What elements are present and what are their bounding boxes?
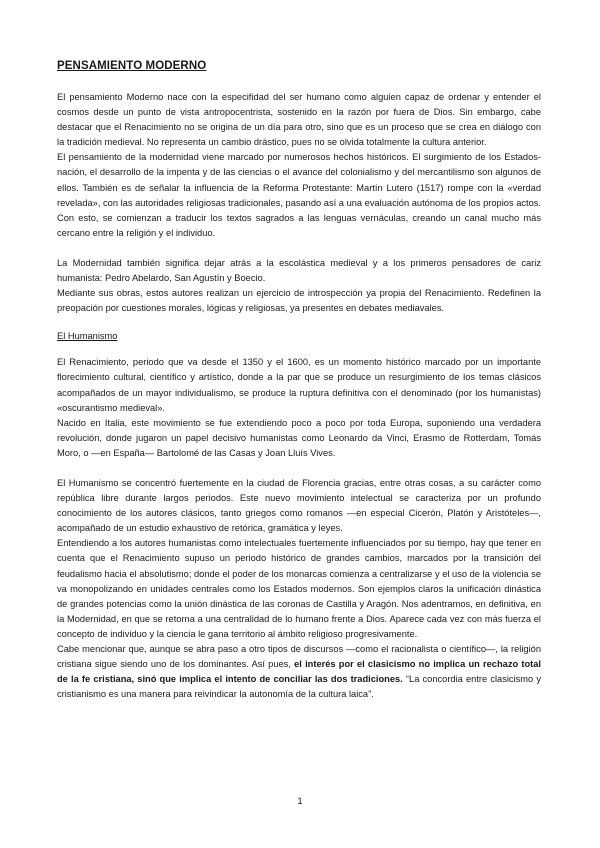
paragraph: El pensamiento Moderno nace con la especifidad del ser humano como alguien capaz de ordenar y entender el cosmos desde un punto de vista antropocentrista, sostenido en la razón por fuera de Dios. Sin embargo, cabe destacar que el Renacimiento no se origina de un día para otro, sino que es un proceso que se crea en diálogo con la tradición medieval. No representa un cambio drástico, pues no se olvida totalmente la cultura anterior.: [57, 92, 541, 148]
paragraph: Entendiendo a los autores humanistas como intelectuales fuertemente influenciados por su tiempo, hay que tener en cuenta que el Renacimiento supuso un periodo histórico de grandes cambios, marcados por la transición del feudalismo hacia el absolutismo; donde el poder de los monarcas comienza a centralizarse y el uso de la violencia se va monopolizando en unidades centrales como los Estados modernos. Son ejemplos claros la unificación dinástica de grandes potencias como la unión dinástica de las coronas de Castilla y Aragón. Nos adentramos, en definitiva, en la Modernidad, en que se retorna a una centralidad de lo humano frente a Dios. Aparece cada vez con más fuerza el concepto de individuo y la ciencia le gana territorio al ámbito religioso progresivamente.: [57, 538, 541, 639]
paragraph: El Renacimiento, periodo que va desde el 1350 y el 1600, es un momento histórico marcado por un importante florecimiento cultural, científico y artístico, donde a la par que se produce un resurgimiento de los temas clásicos acompañados de un mayor individualismo, se produce la ruptura definitiva con el denominado (por los humanistas) «oscurantismo medieval».: [57, 357, 541, 413]
page-number: 1: [297, 796, 303, 807]
section-title: El Humanismo: [57, 331, 118, 342]
paragraph-gap: [57, 241, 541, 256]
paragraph-gap: [57, 316, 541, 331]
paragraph: La Modernidad también significa dejar atrás a la escolástica medieval y a los primeros pensadores de cariz humanista: Pedro Abelardo, San Agustín y Boecio.: [57, 257, 541, 284]
paragraph: El pensamiento de la modernidad viene marcado por numerosos hechos históricos. El surgimiento de los Estados-nación, el desarrollo de la impenta y de las ciencias o el avance del colonialismo y del mercantilismo son algunos de ellos. También es de señalar la influencia de la Reforma Protestante: Martín Lutero (1517) rompe con la «verdad revelada», con las autoridades religiosas tradicionales, pasando así a una evaluación autónoma de los propios actos. Con esto, se comienzan a traducir los textos sagrados a las lenguas vernáculas, creando un canal mucho más cercano entre la religión y el individuo.: [57, 152, 541, 238]
final-paragraph-bold: el interés por el clasicismo no implica un rechazo total de la fe cristiana, sinó que implica el intento de conciliar las dos tradiciones.: [57, 659, 541, 685]
document-title: PENSAMIENTO MODERNO: [57, 60, 207, 72]
document-body: [57, 60, 541, 702]
final-paragraph-quote: “La concordia entre clasicismo y cristianismo es una manera para reivindicar la autonomía de la cultura laica”.: [57, 674, 541, 700]
paragraph-gap: [57, 461, 541, 476]
final-paragraph: [57, 642, 541, 702]
final-paragraph-text: Cabe mencionar que, aunque se abra paso a otro tipos de discursos —como el racionalista o científico—, la religión cristiana sigue siendo uno de los dominantes. Así pues,: [57, 644, 541, 670]
paragraph: Nacido en Italia, este movimiento se fue extendiendo poco a poco por toda Europa, suponiendo una verdadera revolución, donde jugaron un papel decisivo humanistas como Leonardo da Vinci, Erasmo de Rotterdam, Tomás Moro, o —en España— Bartolomé de las Casas y Joan Lluís Vives.: [57, 417, 541, 458]
paragraph: Mediante sus obras, estos autores realizan un ejercicio de introspección ya propia del Renacimiento. Redefinen la preopación por cuestiones morales, lógicas y religiosas, ya presentes en debates mediavales.: [57, 288, 541, 314]
paragraph: El Humanismo se concentró fuertemente en la ciudad de Florencia gracias, entre otras cosas, a su carácter como república libre durante largos periodos. Este nuevo movimiento intelectual se caracteriza por un profundo conocimiento de los autores clásicos, tanto griegos como romanos —en especial Cicerón, Platón y Aristóteles—, acompañado de un estudio exhaustivo de retórica, gramática y leyes.: [57, 477, 541, 534]
